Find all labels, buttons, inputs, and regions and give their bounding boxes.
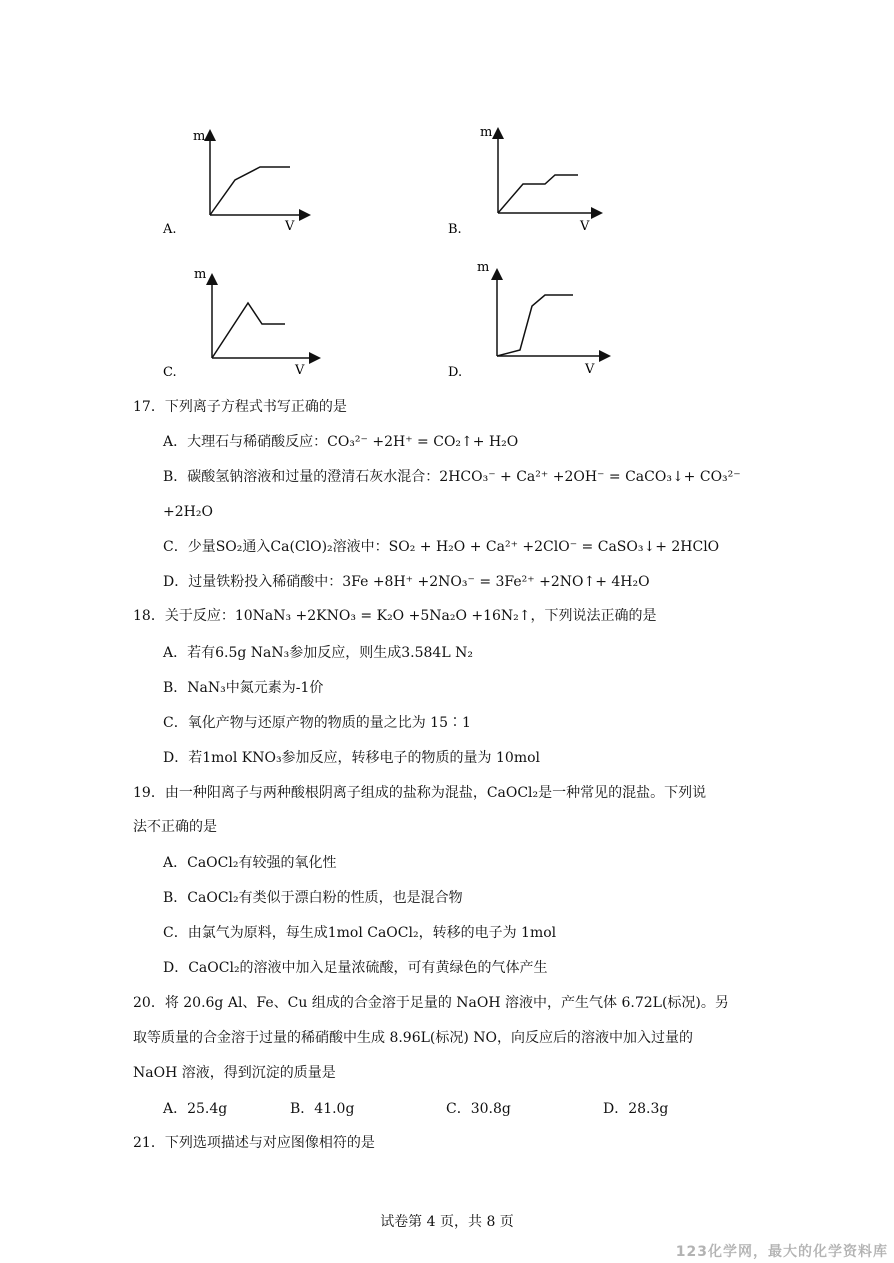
- ylabel-b: m: [480, 125, 493, 140]
- q17-option-a: A．大理石与稀硝酸反应：CO₃²⁻ +2H⁺ = CO₂↑+ H₂O: [163, 434, 519, 450]
- q17-option-b-cont: +2H₂O: [163, 504, 213, 520]
- curve-a: [210, 167, 290, 215]
- q20-stem: 20．将 20.6g Al、Fe、Cu 组成的合金溶于足量的 NaOH 溶液中，产生气体 6.72L(标况)。另: [133, 995, 729, 1011]
- q19-stem: 19．由一种阳离子与两种酸根阴离子组成的盐称为混盐，CaOCl₂是一种常见的混盐。下列说: [133, 785, 707, 801]
- q17-option-b: B．碳酸氢钠溶液和过量的澄清石灰水混合：2HCO₃⁻ + Ca²⁺ +2OH⁻ = CaCO₃↓+ CO₃²⁻: [163, 469, 741, 485]
- q19-option-c: C．由氯气为原料，每生成1mol CaOCl₂，转移的电子为 1mol: [163, 925, 557, 941]
- q18-option-b: B．NaN₃中氮元素为-1价: [163, 680, 324, 696]
- q20-stem-cont1: 取等质量的合金溶于过量的稀硝酸中生成 8.96L(标况) NO，向反应后的溶液中加入过量的: [133, 1030, 694, 1046]
- curve-c: [212, 303, 285, 358]
- q19-stem-cont: 法不正确的是: [133, 819, 217, 835]
- graph-c: [160, 262, 330, 384]
- graph-b: [445, 120, 615, 240]
- xlabel-c: V: [295, 363, 305, 378]
- ylabel-d: m: [477, 260, 490, 275]
- option-label-a: A.: [163, 222, 177, 237]
- graph-d: [445, 255, 620, 385]
- q18-option-a: A．若有6.5g NaN₃参加反应，则生成3.584L N₂: [163, 645, 473, 661]
- option-label-c: C.: [163, 365, 177, 380]
- q20-stem-cont2: NaOH 溶液，得到沉淀的质量是: [133, 1065, 336, 1081]
- xlabel-d: V: [585, 362, 595, 377]
- q18-stem: 18．关于反应：10NaN₃ +2KNO₃ = K₂O +5Na₂O +16N₂↑，下列说法正确的是: [133, 608, 657, 624]
- q18-option-c: C．氧化产物与还原产物的物质的量之比为 15∶1: [163, 715, 471, 731]
- q17-option-c: C．少量SO₂通入Ca(ClO)₂溶液中：SO₂ + H₂O + Ca²⁺ +2ClO⁻ = CaSO₃↓+ 2HClO: [163, 539, 720, 555]
- q21-stem: 21．下列选项描述与对应图像相符的是: [133, 1135, 375, 1151]
- option-label-d: D.: [448, 365, 463, 380]
- q17-option-d: D．过量铁粉投入稀硝酸中：3Fe +8H⁺ +2NO₃⁻ = 3Fe²⁺ +2NO↑+ 4H₂O: [163, 574, 650, 590]
- curve-d: [497, 295, 573, 356]
- curve-b: [498, 175, 578, 213]
- q17-stem: 17．下列离子方程式书写正确的是: [133, 399, 347, 415]
- option-label-b: B.: [448, 222, 462, 237]
- ylabel-c: m: [194, 267, 207, 282]
- q20-option-b: B．41.0g: [290, 1101, 355, 1117]
- q18-option-d: D．若1mol KNO₃参加反应，转移电子的物质的量为 10mol: [163, 750, 541, 766]
- q20-option-d: D．28.3g: [603, 1101, 669, 1117]
- xlabel-b: V: [580, 219, 590, 234]
- ylabel-a: m: [193, 129, 206, 144]
- page-footer: 试卷第 4 页，共 8 页: [380, 1214, 514, 1230]
- q19-option-b: B．CaOCl₂有类似于漂白粉的性质，也是混合物: [163, 890, 463, 906]
- q20-option-a: A．25.4g: [163, 1101, 228, 1117]
- watermark-text: 123化学网，最大的化学资料库: [675, 1244, 888, 1260]
- q19-option-a: A．CaOCl₂有较强的氧化性: [163, 855, 337, 871]
- q19-option-d: D．CaOCl₂的溶液中加入足量浓硫酸，可有黄绿色的气体产生: [163, 960, 548, 976]
- xlabel-a: V: [285, 219, 295, 234]
- graph-a: [160, 120, 330, 240]
- q20-option-c: C．30.8g: [446, 1101, 511, 1117]
